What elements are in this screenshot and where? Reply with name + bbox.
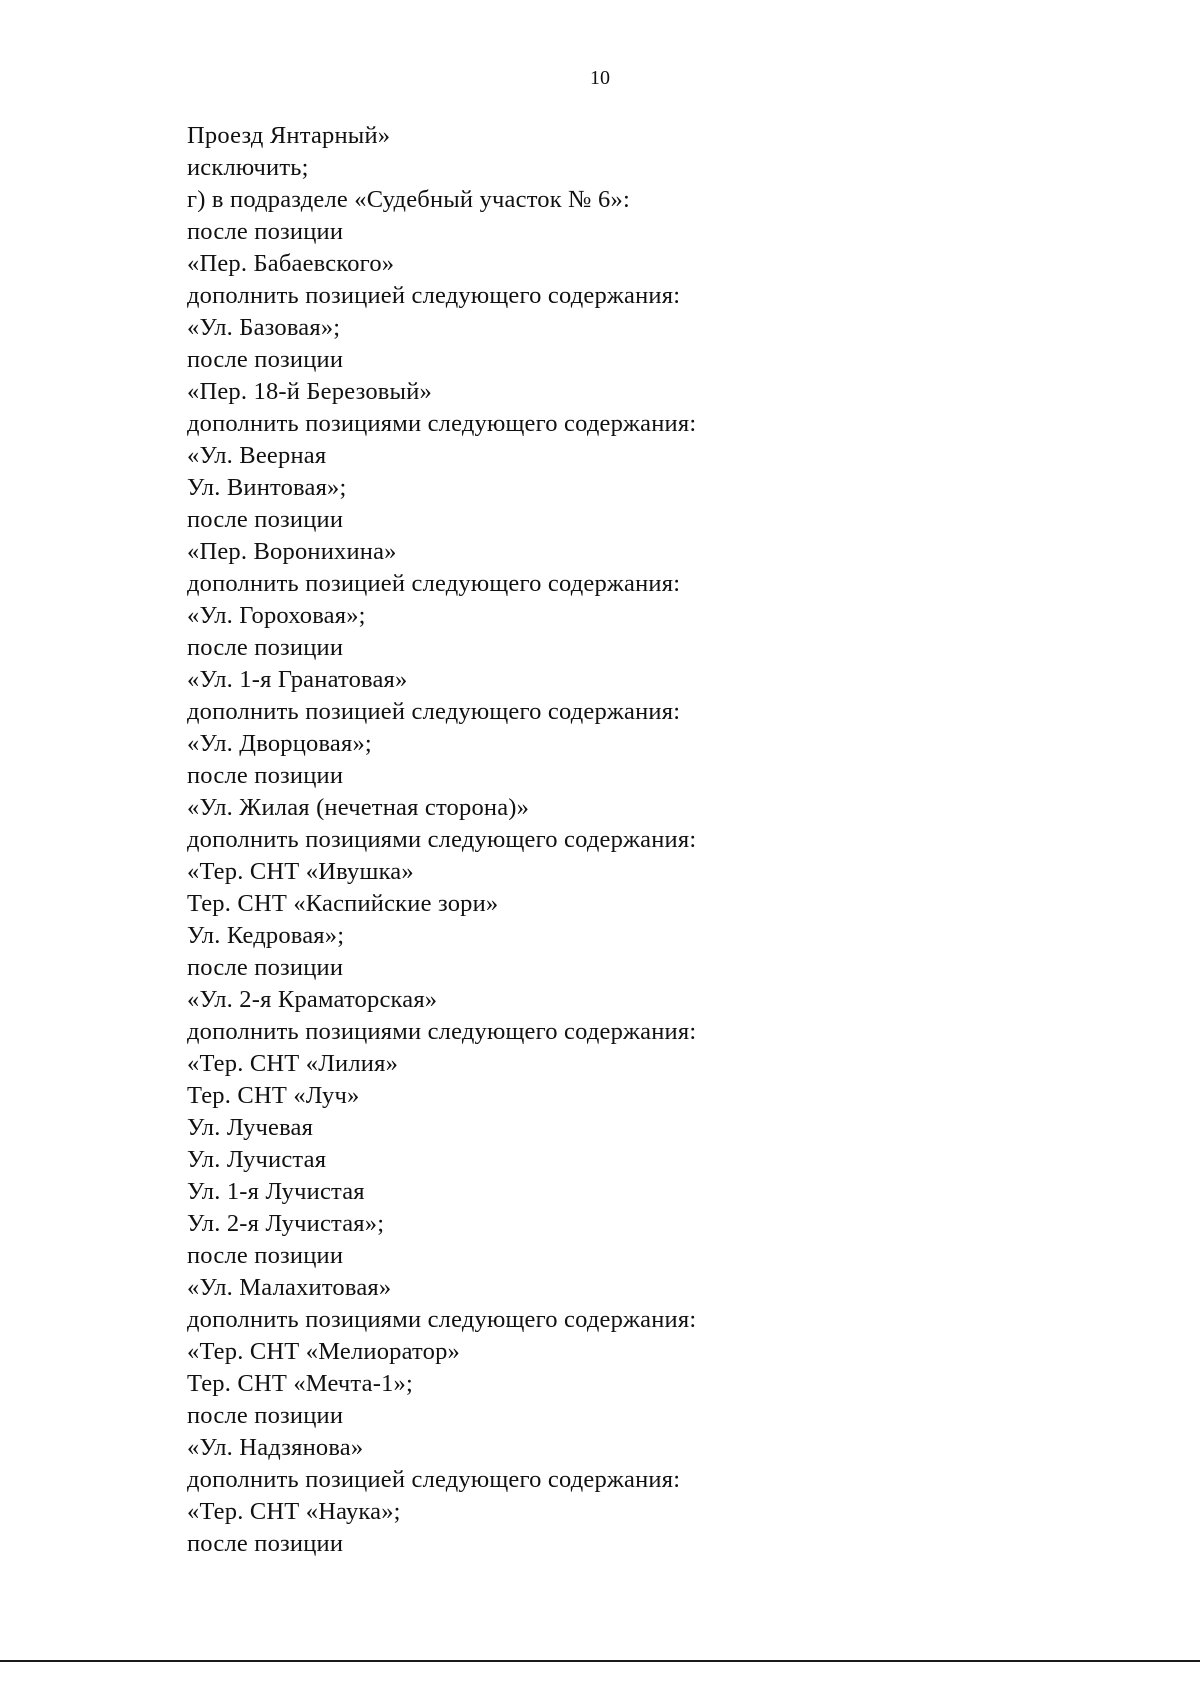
text-line: после позиции [187,634,344,661]
text-line: Ул. 1-я Лучистая [187,1178,365,1205]
text-line: «Тер. СНТ «Лилия» [187,1050,399,1077]
text-line: «Ул. Дворцовая»; [187,730,372,757]
text-line: после позиции [187,218,344,245]
text-line: после позиции [187,954,344,981]
text-line: «Ул. Гороховая»; [187,602,366,629]
text-line: «Ул. Базовая»; [187,314,341,341]
text-line: Тер. СНТ «Каспийские зори» [187,890,499,917]
text-line: «Ул. Надзянова» [187,1434,364,1461]
text-line: «Пер. Бабаевского» [187,250,395,277]
text-line: Ул. Лучистая [187,1146,327,1173]
text-line: дополнить позицией следующего содержания: [187,282,681,309]
text-line: Проезд Янтарный» [187,122,391,149]
text-line: дополнить позициями следующего содержания: [187,1018,697,1045]
text-line: Тер. СНТ «Мечта-1»; [187,1370,413,1397]
text-line: Ул. 2-я Лучистая»; [187,1210,385,1237]
text-line: «Тер. СНТ «Наука»; [187,1498,401,1525]
text-line: дополнить позициями следующего содержания: [187,410,697,437]
text-line: «Ул. Малахитовая» [187,1274,392,1301]
document-body [187,120,1067,1560]
text-line: Ул. Кедровая»; [187,922,345,949]
page-number: 10 [590,67,610,89]
text-line: Тер. СНТ «Луч» [187,1082,360,1109]
text-line: дополнить позициями следующего содержания: [187,1306,697,1333]
text-line: Ул. Винтовая»; [187,474,347,501]
text-line: «Тер. СНТ «Мелиоратор» [187,1338,460,1365]
text-line: г) в подразделе «Судебный участок № 6»: [187,186,630,213]
text-line: дополнить позициями следующего содержания: [187,826,697,853]
text-line: «Пер. 18-й Березовый» [187,378,432,405]
text-line: «Ул. 2-я Краматорская» [187,986,438,1013]
text-line: после позиции [187,762,344,789]
text-line: дополнить позицией следующего содержания: [187,698,681,725]
text-line: «Ул. Веерная [187,442,327,469]
text-line: после позиции [187,1530,344,1557]
text-line: после позиции [187,506,344,533]
text-line: исключить; [187,154,309,181]
text-line: «Пер. Воронихина» [187,538,397,565]
text-line: дополнить позицией следующего содержания: [187,1466,681,1493]
text-line: «Тер. СНТ «Ивушка» [187,858,414,885]
text-line: «Ул. Жилая (нечетная сторона)» [187,794,530,821]
bottom-divider [0,1660,1200,1662]
text-line: после позиции [187,1242,344,1269]
text-line: после позиции [187,346,344,373]
text-line: Ул. Лучевая [187,1114,314,1141]
text-line: после позиции [187,1402,344,1429]
text-line: «Ул. 1-я Гранатовая» [187,666,408,693]
text-line: дополнить позицией следующего содержания: [187,570,681,597]
